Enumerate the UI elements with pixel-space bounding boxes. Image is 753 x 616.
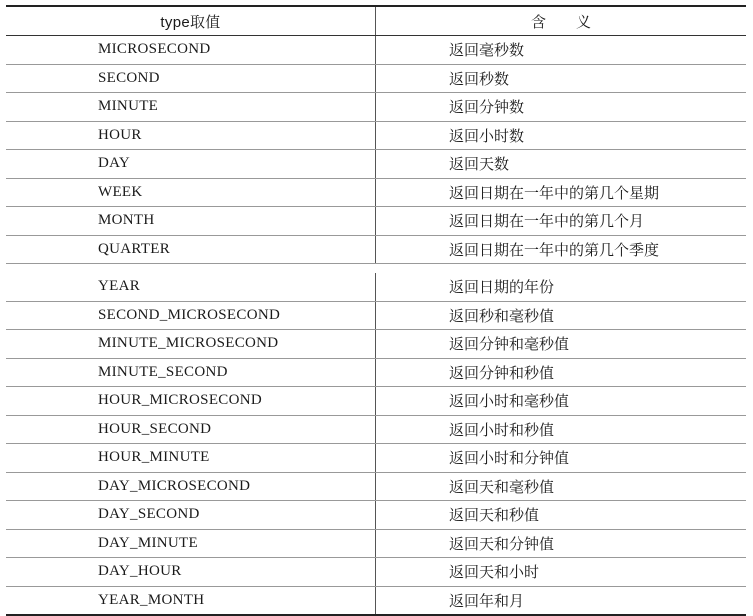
type-value-cell: WEEK [6,179,376,207]
meaning-cell: 返回毫秒数 [449,41,525,60]
table-row [6,179,746,208]
meaning-cell: 返回天和毫秒值 [449,477,555,496]
type-value-cell: SECOND [6,65,376,93]
table-row [6,416,746,445]
meaning-cell: 返回日期在一年中的第几个月 [449,212,645,231]
table-row [6,302,746,331]
meaning-cell: 返回分钟数 [449,98,525,117]
type-value-cell: MINUTE_SECOND [6,359,376,387]
type-value-cell: YEAR [6,273,376,301]
type-value-cell: HOUR_MINUTE [6,444,376,472]
type-value-cell: HOUR_SECOND [6,416,376,444]
meaning-cell: 返回秒数 [449,69,510,88]
table-row [6,501,746,530]
type-value-cell: YEAR_MONTH [6,587,376,615]
meaning-cell: 返回天数 [449,155,510,174]
table-row [6,236,746,265]
type-value-cell: DAY [6,150,376,178]
meaning-cell: 返回日期在一年中的第几个季度 [449,240,660,259]
meaning-cell: 返回日期的年份 [449,278,555,297]
type-value-cell: MICROSECOND [6,36,376,64]
table-row [6,473,746,502]
meaning-cell: 返回小时和分钟值 [449,449,570,468]
table-row [6,530,746,559]
table-row [6,387,746,416]
meaning-cell: 返回天和小时 [449,563,540,582]
header-meaning: 含 义 [530,12,591,31]
table-row [6,444,746,473]
table-row [6,36,746,65]
table-row [6,150,746,179]
meaning-cell: 返回年和月 [449,591,525,610]
table-row [6,558,746,587]
type-value-cell: DAY_SECOND [6,501,376,529]
table-row [6,587,746,615]
type-value-cell: DAY_HOUR [6,558,376,586]
type-value-cell: QUARTER [6,236,376,264]
meaning-cell: 返回分钟和秒值 [449,363,555,382]
meaning-cell: 返回天和秒值 [449,506,540,525]
table-header-row [6,7,746,36]
meaning-cell: 返回天和分钟值 [449,534,555,553]
table-body [6,36,746,614]
meaning-cell: 返回小时和毫秒值 [449,392,570,411]
table-row [6,330,746,359]
meaning-cell: 返回小时数 [449,126,525,145]
type-value-cell: MINUTE [6,93,376,121]
type-value-cell: DAY_MINUTE [6,530,376,558]
type-value-cell: MINUTE_MICROSECOND [6,330,376,358]
table-row [6,65,746,94]
table-row [6,273,746,302]
type-value-cell: DAY_MICROSECOND [6,473,376,501]
type-value-cell: HOUR [6,122,376,150]
type-value-cell: HOUR_MICROSECOND [6,387,376,415]
meaning-cell: 返回秒和毫秒值 [449,306,555,325]
meaning-cell: 返回日期在一年中的第几个星期 [449,183,660,202]
header-type-value: type取值 [6,7,376,35]
meaning-cell: 返回分钟和毫秒值 [449,335,570,354]
type-value-cell: MONTH [6,207,376,235]
meaning-cell: 返回小时和秒值 [449,420,555,439]
table-row [6,122,746,151]
type-value-table [6,5,746,616]
table-row [6,207,746,236]
table-row [6,359,746,388]
table-row [6,93,746,122]
type-value-cell: SECOND_MICROSECOND [6,302,376,330]
